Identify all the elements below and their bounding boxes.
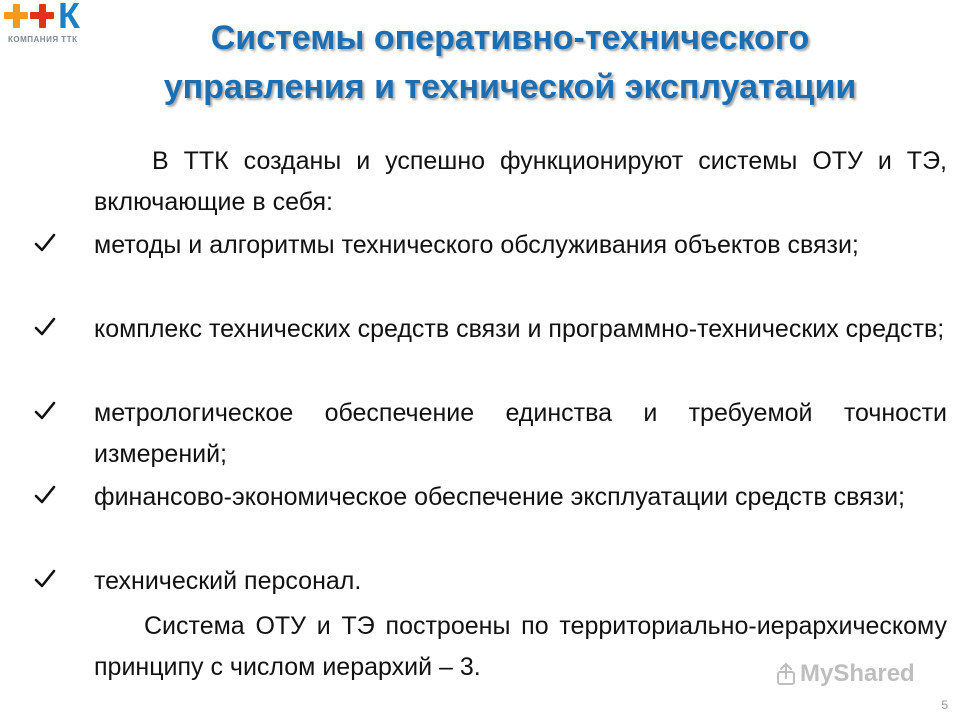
- list-item-text: комплекс технических средств связи и программно-технических средств;: [94, 315, 945, 343]
- checkmark-icon: [34, 568, 56, 590]
- plus-icon-red: [30, 0, 54, 30]
- slide-title-line-2: управления и технической эксплуатации: [163, 68, 857, 106]
- list-item-text: финансово-экономическое обеспечение эксплуатации средств связи;: [94, 483, 905, 511]
- list-item-text: технический персонал.: [94, 567, 362, 595]
- checkmark-icon: [34, 316, 56, 338]
- list-item-text: методы и алгоритмы технического обслуживания объектов связи;: [94, 231, 859, 259]
- list-item-text: метрологическое обеспечение единства и требуемой точности измерений;: [94, 399, 947, 468]
- watermark-text: MyShared: [800, 660, 915, 687]
- checkmark-icon: [34, 232, 56, 254]
- share-icon: [776, 662, 796, 686]
- intro-paragraph: В ТТК созданы и успешно функционируют системы ОТУ и ТЭ, включающие в себя:: [94, 147, 947, 216]
- slide-title-line-1: Системы оперативно-технического: [210, 19, 810, 57]
- plus-icon-orange: [4, 0, 28, 30]
- slide-title: [60, 14, 960, 112]
- watermark: [776, 660, 915, 688]
- checkmark-icon: [34, 484, 56, 506]
- checkmark-icon: [34, 400, 56, 422]
- logo-letter: К: [58, 0, 80, 36]
- page-number: 5: [941, 698, 948, 712]
- outro-paragraph: Система ОТУ и ТЭ построены по территориально-иерархическому принципу с числом иерархий – 3.: [94, 612, 947, 681]
- logo-caption: КОМПАНИЯ ТТК: [8, 35, 78, 44]
